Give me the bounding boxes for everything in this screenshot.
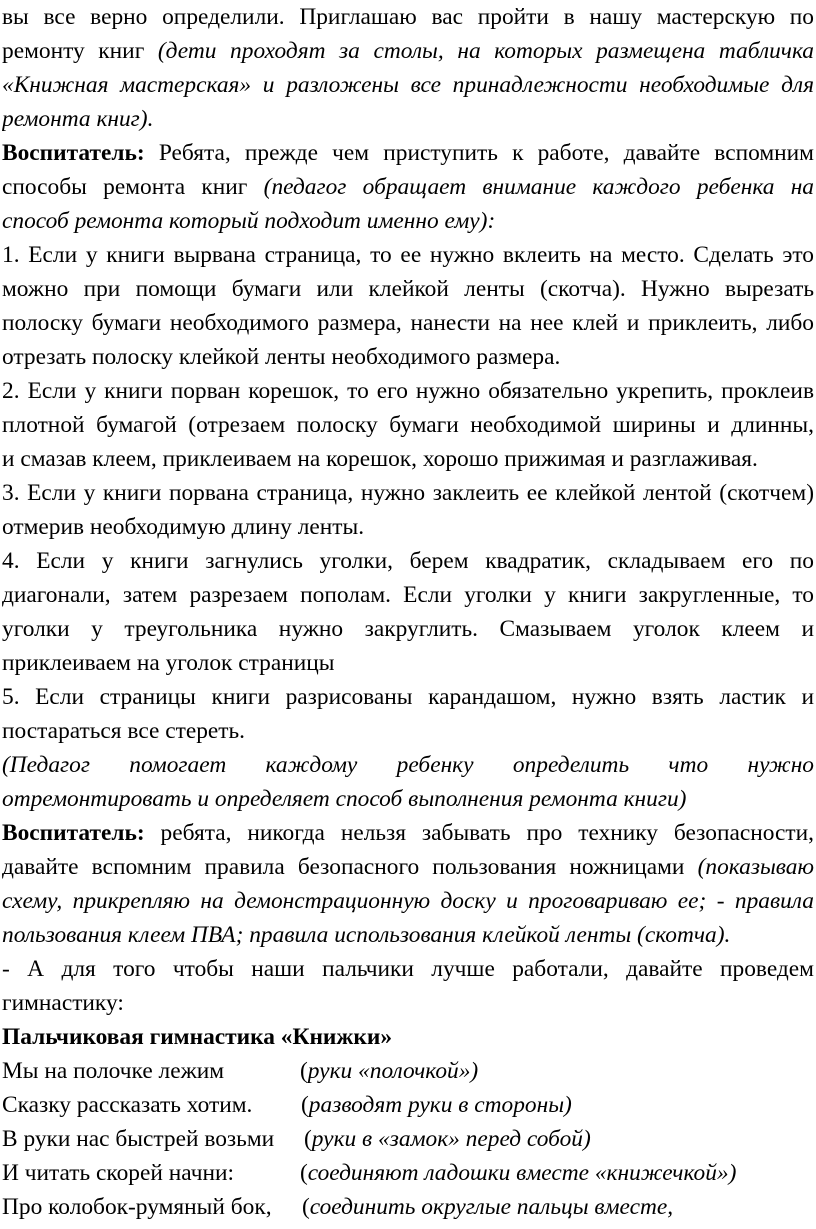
heading-text: Пальчиковая гимнастика «Книжки» — [2, 1024, 393, 1050]
paragraph-text: гимнастику: — [2, 990, 124, 1016]
list-item-text: 5. Если страницы книги разрисованы карандашом, нужно взять ластик и — [2, 684, 814, 710]
poem-gesture: (руки в «замок» перед собой) — [304, 1126, 591, 1152]
paragraph-text: способы ремонта книг — [2, 174, 264, 200]
list-item-text: 3. Если у книги порвана страница, нужно заклеить ее клейкой лентой (скотчем) — [2, 480, 814, 506]
text-line — [2, 476, 814, 510]
text-line — [2, 272, 814, 306]
list-item-text: диагонали, затем разрезаем пополам. Если уголки у книги закругленные, то — [2, 582, 814, 608]
list-item-text: 1. Если у книги вырвана страница, то ее нужно вклеить на место. Сделать это — [2, 242, 814, 268]
text-line — [2, 680, 814, 714]
paragraph-text: Ребята, прежде чем приступить к работе, давайте вспомним — [158, 140, 814, 166]
section-heading — [2, 1020, 814, 1054]
text-line — [2, 646, 814, 680]
text-line — [2, 408, 814, 442]
text-line — [2, 374, 814, 408]
text-line — [2, 306, 814, 340]
list-item-text: отрезать полоску клейкой ленты необходимого размера. — [2, 344, 561, 370]
stage-direction: (показываю — [697, 854, 814, 880]
text-line — [2, 748, 814, 782]
text-line — [2, 578, 814, 612]
speaker-label: Воспитатель: — [2, 820, 145, 846]
list-item-text: отмерив необходимую длину ленты. — [2, 514, 365, 540]
stage-direction: (дети проходят за столы, на которых размещена табличка — [157, 38, 814, 64]
text-line — [2, 714, 814, 748]
list-item-text: постараться все стереть. — [2, 718, 246, 744]
text-line — [2, 986, 814, 1020]
speaker-label: Воспитатель: — [2, 140, 145, 166]
paragraph-text: ребята, никогда нельзя забывать про технику безопасности, — [160, 820, 814, 846]
text-line — [2, 0, 814, 34]
stage-direction: пользования клеем ПВА; правила использования клейкой ленты (скотча). — [2, 922, 731, 948]
poem-line-text: В руки нас быстрей возьми — [2, 1126, 275, 1152]
poem-gesture: (соединяют ладошки вместе «книжечкой») — [300, 1160, 737, 1186]
text-line — [2, 204, 814, 238]
text-line — [2, 340, 814, 374]
list-item-text: уголки у треугольника нужно закруглить. Смазываем уголок клеем и — [2, 616, 814, 642]
poem-line-text: Про колобок-румяный бок, — [2, 1194, 272, 1220]
text-line — [2, 782, 814, 816]
stage-direction: схему, прикрепляю на демонстрационную доску и проговариваю ее; - правила — [2, 888, 814, 914]
list-item-text: 2. Если у книги порван корешок, то его нужно обязательно укрепить, проклеив — [2, 378, 814, 404]
stage-direction: «Книжная мастерская» и разложены все принадлежности необходимые для — [2, 72, 814, 98]
text-line — [2, 238, 814, 272]
text-line — [2, 884, 814, 918]
text-line — [2, 612, 814, 646]
list-item-text: плотной бумагой (отрезаем полоску бумаги необходимой ширины и длинны, — [2, 412, 814, 438]
text-line — [2, 850, 814, 884]
poem-gesture: (руки «полочкой») — [300, 1058, 479, 1084]
paragraph-text: ремонту книг — [2, 38, 158, 64]
text-line — [2, 816, 814, 850]
stage-direction: (педагог обращает внимание каждого ребенка на — [263, 174, 814, 200]
text-line — [2, 952, 814, 986]
text-line — [2, 68, 814, 102]
list-item-text: 4. Если у книги загнулись уголки, берем квадратик, складываем его по — [2, 548, 814, 574]
poem-line-text: И читать скорей начни: — [2, 1160, 234, 1186]
text-line — [2, 34, 814, 68]
text-line — [2, 918, 814, 952]
text-line — [2, 136, 814, 170]
text-line — [2, 544, 814, 578]
text-line — [2, 170, 814, 204]
list-item-text: и смазав клеем, приклеиваем на корешок, хорошо прижимая и разглаживая. — [2, 446, 758, 472]
text-line — [2, 442, 814, 476]
poem-gesture: (соединить округлые пальцы вместе, — [302, 1194, 674, 1220]
paragraph-text: вы все верно определили. Приглашаю вас пройти в нашу мастерскую по — [2, 4, 814, 30]
text-line — [2, 102, 814, 136]
stage-direction: (Педагог помогает каждому ребенку определить что нужно — [2, 752, 814, 778]
list-item-text: можно при помощи бумаги или клейкой ленты (скотча). Нужно вырезать — [2, 276, 814, 302]
stage-direction: способ ремонта который подходит именно ему): — [2, 208, 496, 234]
poem-line-text: Сказку рассказать хотим. — [2, 1092, 253, 1118]
poem-line-text: Мы на полочке лежим — [2, 1058, 225, 1084]
stage-direction: отремонтировать и определяет способ выполнения ремонта книги) — [2, 786, 687, 812]
list-item-text: приклеиваем на уголок страницы — [2, 650, 335, 676]
stage-direction: ремонта книг). — [2, 106, 154, 132]
poem-gesture: (разводят руки в стороны) — [301, 1092, 572, 1118]
list-item-text: полоску бумаги необходимого размера, нанести на нее клей и приклеить, либо — [2, 310, 814, 336]
paragraph-text: давайте вспомним правила безопасного пользования ножницами — [2, 854, 698, 880]
text-line — [2, 510, 814, 544]
paragraph-text: - А для того чтобы наши пальчики лучше работали, давайте проведем — [2, 956, 814, 982]
